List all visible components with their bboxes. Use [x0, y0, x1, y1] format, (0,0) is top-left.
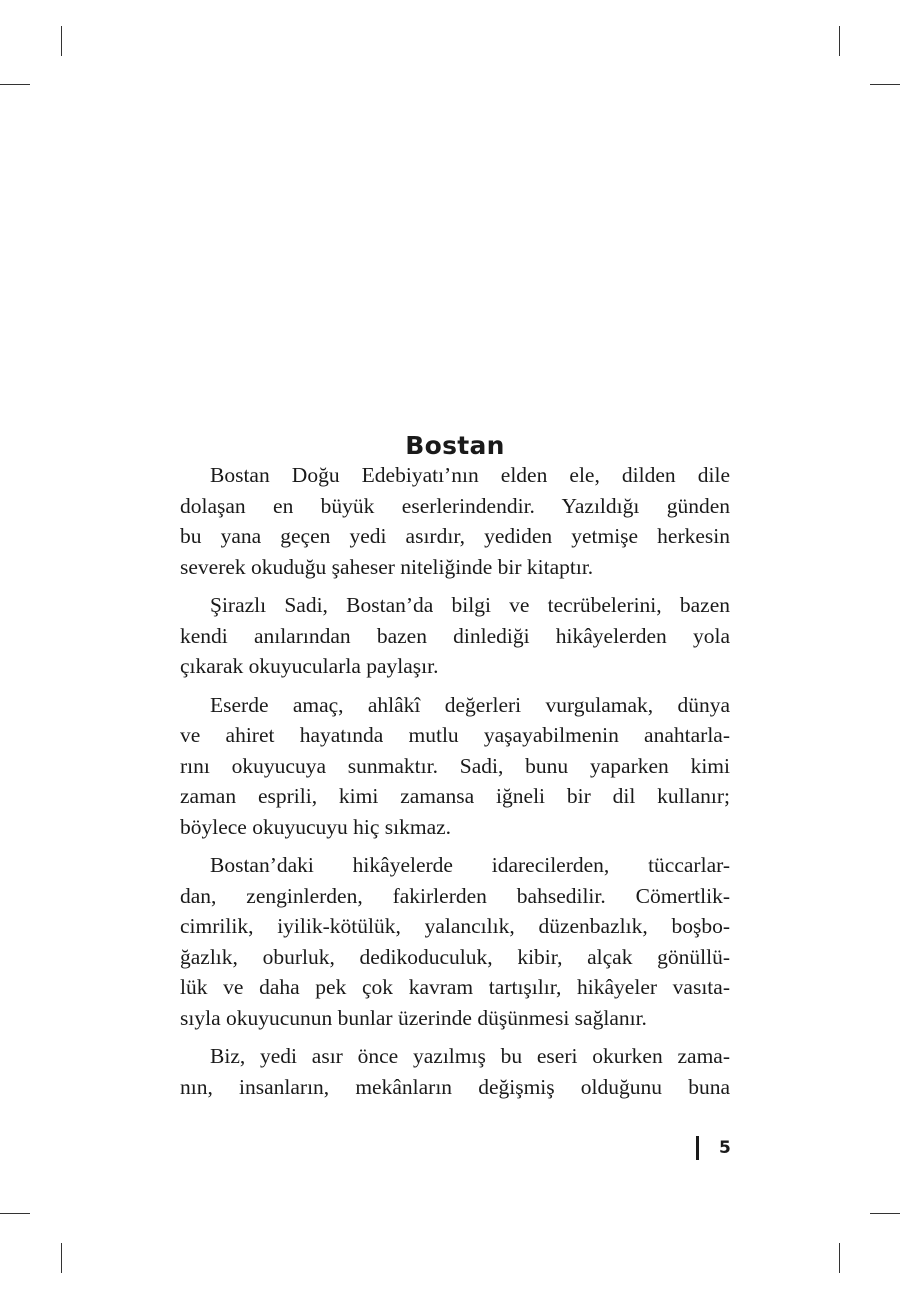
paragraph: [180, 850, 730, 1033]
text-line: severek okuduğu şaheser niteliğinde bir kitaptır.: [180, 554, 594, 579]
page-number: 5: [696, 1136, 731, 1160]
text-line: dolaşan en büyük eserlerindendir. Yazıldığı günden: [180, 493, 730, 518]
text-line: böylece okuyucuyu hiç sıkmaz.: [180, 814, 452, 839]
paragraph: [180, 690, 730, 843]
text-line: Bostan’daki hikâyelerde idarecilerden, tüccarlar-: [210, 853, 730, 877]
text-line: Şirazlı Sadi, Bostan’da bilgi ve tecrübelerini, bazen: [210, 593, 730, 617]
text-line: ğazlık, oburluk, dedikoduculuk, kibir, alçak gönüllü-: [180, 944, 730, 969]
crop-mark: [0, 1213, 30, 1214]
text-line: zaman esprili, kimi zamansa iğneli bir dil kullanır;: [180, 784, 730, 808]
text-line: cimrilik, iyilik-kötülük, yalancılık, düzenbazlık, boşbo-: [180, 914, 730, 938]
crop-mark: [0, 84, 30, 85]
text-line: sıyla okuyucunun bunlar üzerinde düşünmesi sağlanır.: [180, 1005, 647, 1030]
paragraph: [180, 590, 730, 682]
text-line: bu yana geçen yedi asırdır, yediden yetmişe herkesin: [180, 524, 730, 548]
text-line: kendi anılarından bazen dinlediği hikâyelerden yola: [180, 623, 730, 648]
text-line: Eserde amaç, ahlâkî değerleri vurgulamak, dünya: [210, 692, 730, 717]
text-line: Biz, yedi asır önce yazılmış bu eseri okurken zama-: [210, 1044, 730, 1068]
crop-mark: [839, 26, 840, 56]
crop-mark: [870, 84, 900, 85]
text-line: lük ve daha pek çok kavram tartışılır, hikâyeler vasıta-: [180, 975, 730, 999]
text-line: çıkarak okuyucularla paylaşır.: [180, 654, 439, 678]
page-title: Bostan: [405, 430, 505, 460]
body-text: [180, 460, 730, 1110]
crop-mark: [870, 1213, 900, 1214]
text-line: nın, insanların, mekânların değişmiş olduğunu buna: [180, 1074, 730, 1099]
text-line: rını okuyucuya sunmaktır. Sadi, bunu yaparken kimi: [180, 753, 730, 778]
text-line: Bostan Doğu Edebiyatı’nın elden ele, dilden dile: [210, 463, 730, 487]
text-line: dan, zenginlerden, fakirlerden bahsedilir. Cömertlik-: [180, 883, 730, 908]
paragraph: [180, 460, 730, 582]
crop-mark: [61, 1243, 62, 1273]
crop-mark: [839, 1243, 840, 1273]
paragraph: [180, 1041, 730, 1102]
text-line: ve ahiret hayatında mutlu yaşayabilmenin anahtarla-: [180, 723, 730, 747]
crop-mark: [61, 26, 62, 56]
